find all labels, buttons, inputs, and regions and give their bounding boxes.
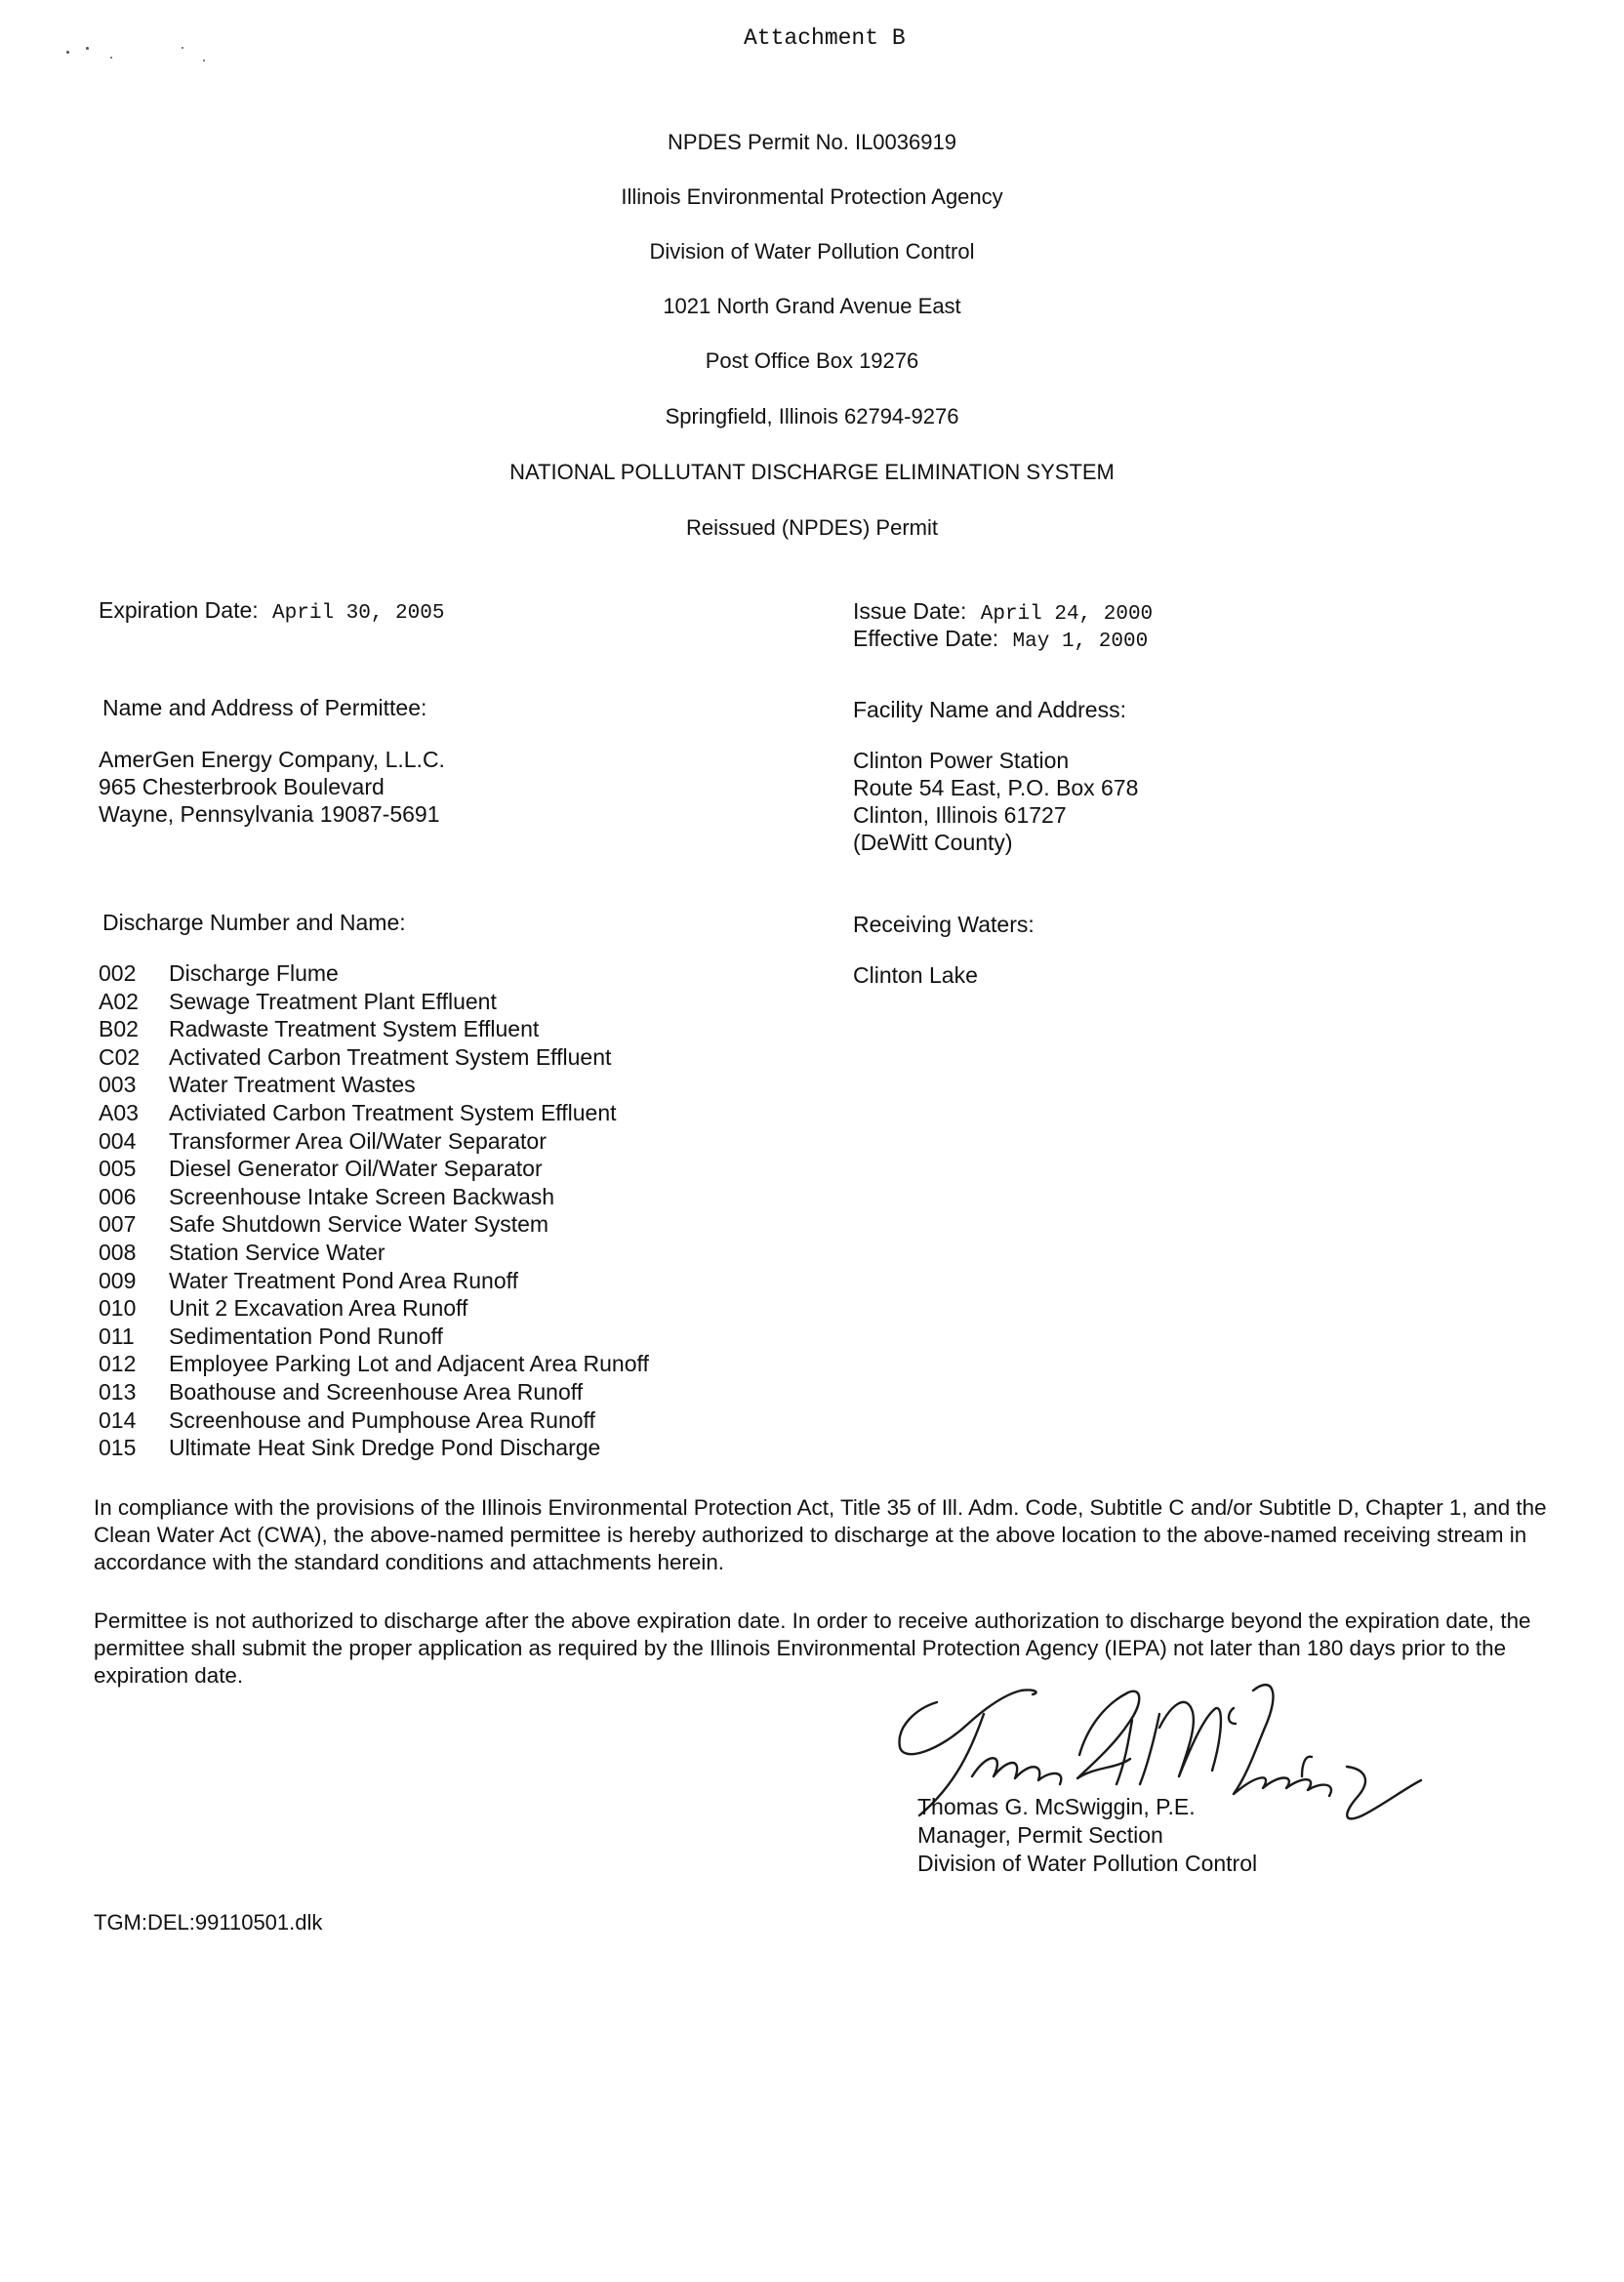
discharge-name: Screenhouse and Pumphouse Area Runoff (169, 1406, 595, 1433)
discharge-name: Discharge Flume (169, 960, 339, 986)
discharge-number: 013 (99, 1378, 137, 1405)
discharge-name: Sedimentation Pond Runoff (169, 1323, 443, 1349)
discharge-name: Safe Shutdown Service Water System (169, 1211, 549, 1238)
discharge-name: Employee Parking Lot and Adjacent Area Runoff (169, 1351, 649, 1377)
receiving-heading: Receiving Waters: (853, 912, 1035, 937)
discharge-name: Water Treatment Wastes (169, 1072, 416, 1098)
discharge-number: A02 (99, 988, 139, 1014)
discharge-row (99, 1350, 649, 1378)
discharge-row (99, 1071, 649, 1099)
discharge-number: B02 (99, 1016, 139, 1042)
discharge-number: 011 (99, 1323, 135, 1349)
discharge-name: Water Treatment Pond Area Runoff (169, 1267, 518, 1293)
facility-line: (DeWitt County) (853, 830, 1013, 855)
agency-division: Division of Water Pollution Control (649, 239, 975, 264)
discharge-number: 010 (99, 1295, 137, 1322)
discharge-number: 008 (99, 1239, 137, 1265)
expiration-label: Expiration Date: (99, 597, 259, 623)
facility-heading: Facility Name and Address: (853, 697, 1126, 722)
discharge-row (99, 1183, 649, 1211)
permit-type: Reissued (NPDES) Permit (686, 515, 938, 540)
discharge-name: Boathouse and Screenhouse Area Runoff (169, 1378, 584, 1405)
signatory-name: Thomas G. McSwiggin, P.E. (917, 1794, 1196, 1819)
permit-number: NPDES Permit No. IL0036919 (668, 130, 956, 154)
discharge-name: Diesel Generator Oil/Water Separator (169, 1156, 543, 1182)
discharge-row (99, 988, 649, 1016)
permittee-heading: Name and Address of Permittee: (102, 695, 427, 720)
discharge-name: Screenhouse Intake Screen Backwash (169, 1183, 555, 1209)
issue-value: April 24, 2000 (980, 603, 1154, 626)
discharge-name: Radwaste Treatment System Effluent (169, 1016, 540, 1042)
signatory-division: Division of Water Pollution Control (917, 1851, 1258, 1876)
effective-label: Effective Date: (853, 626, 999, 651)
facility-line: Route 54 East, P.O. Box 678 (853, 775, 1139, 800)
attachment-label: Attachment B (744, 25, 906, 51)
discharge-number: 004 (99, 1127, 137, 1154)
scan-speck (66, 51, 69, 54)
file-reference: TGM:DEL:99110501.dlk (94, 1910, 323, 1935)
facility-line: Clinton Power Station (853, 748, 1070, 773)
discharge-row (99, 1294, 649, 1323)
expiration-value: April 30, 2005 (272, 602, 445, 625)
receiving-value: Clinton Lake (853, 962, 978, 988)
discharge-row (99, 1155, 649, 1183)
permittee-line: Wayne, Pennsylvania 19087-5691 (99, 801, 440, 827)
permittee-line: AmerGen Energy Company, L.L.C. (99, 747, 445, 772)
discharge-row (99, 1043, 649, 1072)
discharge-name: Unit 2 Excavation Area Runoff (169, 1295, 468, 1322)
discharge-name: Ultimate Heat Sink Dredge Pond Discharge (169, 1435, 601, 1461)
discharge-row (99, 1239, 649, 1267)
discharge-row (99, 1210, 649, 1239)
discharge-name: Transformer Area Oil/Water Separator (169, 1127, 547, 1154)
discharge-number: C02 (99, 1043, 141, 1070)
scan-speck (86, 47, 89, 50)
discharge-row (99, 1267, 649, 1295)
discharge-number: 007 (99, 1211, 137, 1238)
agency-po-box: Post Office Box 19276 (705, 348, 919, 373)
discharge-number: 012 (99, 1351, 137, 1377)
discharge-name: Sewage Treatment Plant Effluent (169, 988, 497, 1014)
discharge-row (99, 1378, 649, 1406)
discharge-row (99, 959, 649, 988)
facility-address (853, 747, 1138, 856)
discharge-name: Station Service Water (169, 1239, 386, 1265)
discharge-heading: Discharge Number and Name: (102, 910, 406, 935)
discharge-number: 014 (99, 1406, 137, 1433)
discharge-row (99, 1099, 649, 1127)
discharge-row (99, 1406, 649, 1435)
compliance-paragraph: In compliance with the provisions of the Illinois Environmental Protection Act, Title 35 of Ill. Adm. Code, Subtitle C and/or Subtitle D, Chapter 1, and the Clean Water Act (CWA), the above-named permittee is hereby authorized to discharge at the above location to the above-named receiving stream in accordance with the standard conditions and attachments herein. (94, 1495, 1547, 1574)
effective-value: May 1, 2000 (1012, 631, 1149, 653)
discharge-number: 002 (99, 960, 137, 986)
agency-city: Springfield, Illinois 62794-9276 (665, 404, 959, 428)
discharge-name: Activated Carbon Treatment System Effluent (169, 1043, 612, 1070)
agency-street: 1021 North Grand Avenue East (663, 294, 961, 318)
discharge-row (99, 1323, 649, 1351)
discharge-name: Activiated Carbon Treatment System Effluent (169, 1099, 617, 1125)
effective-date (853, 625, 1148, 656)
permittee-line: 965 Chesterbrook Boulevard (99, 774, 385, 799)
discharge-number: 005 (99, 1156, 137, 1182)
permittee-address (99, 746, 445, 828)
discharge-row (99, 1127, 649, 1156)
discharge-number: 015 (99, 1435, 137, 1461)
discharge-row (99, 1434, 649, 1462)
discharge-number: 009 (99, 1267, 137, 1293)
signatory-title: Manager, Permit Section (917, 1822, 1163, 1848)
expiration-date (99, 596, 444, 628)
discharge-number: A03 (99, 1099, 139, 1125)
scan-speck (110, 57, 112, 59)
system-title: NATIONAL POLLUTANT DISCHARGE ELIMINATION SYSTEM (509, 460, 1115, 484)
agency-name: Illinois Environmental Protection Agency (621, 184, 1003, 209)
discharge-number: 003 (99, 1072, 137, 1098)
expiration-paragraph: Permittee is not authorized to discharge after the above expiration date. In order to receive authorization to discharge beyond the expiration date, the permittee shall submit the proper application as required by the Illinois Environmental Protection Agency (IEPA) not later than 180 days prior to the expiration date. (94, 1609, 1531, 1688)
issue-label: Issue Date: (853, 598, 967, 624)
facility-line: Clinton, Illinois 61727 (853, 802, 1067, 828)
discharge-row (99, 1015, 649, 1043)
scan-speck (182, 47, 183, 49)
scan-speck (203, 60, 205, 61)
discharge-list (99, 959, 649, 1462)
discharge-number: 006 (99, 1183, 137, 1209)
